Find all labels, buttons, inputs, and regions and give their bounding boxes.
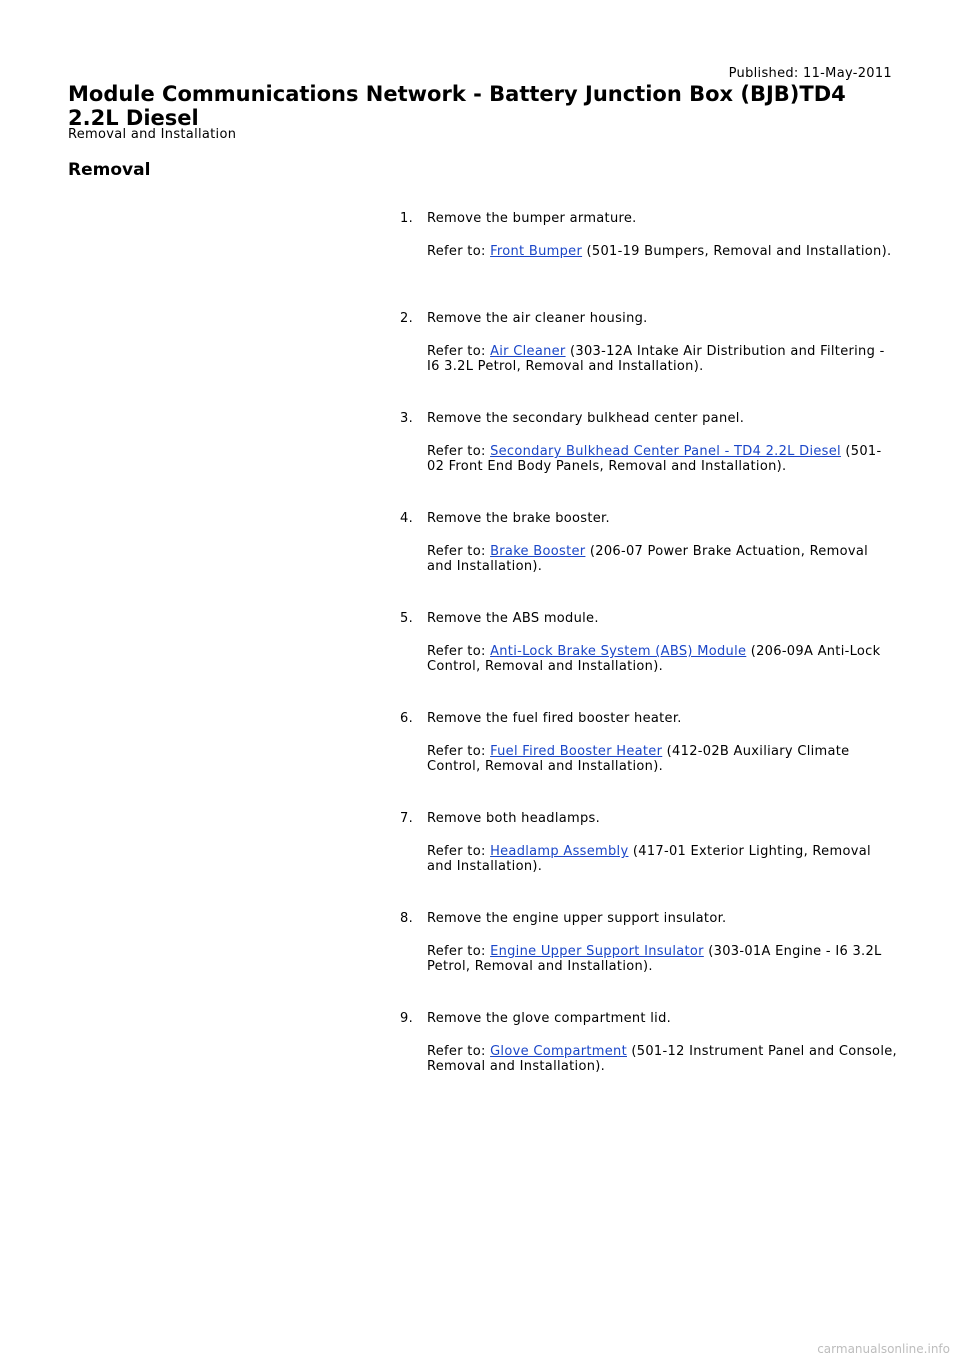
step-item bbox=[400, 911, 900, 1011]
refer-label: Refer to: bbox=[427, 944, 491, 959]
step-item bbox=[400, 611, 900, 711]
watermark: carmanualsonline.info bbox=[817, 1342, 950, 1356]
step-item bbox=[400, 511, 900, 611]
step-reference bbox=[427, 344, 897, 374]
reference-detail: (206-07 Power Brake Actuation, Removal and Installation). bbox=[427, 544, 868, 574]
reference-link[interactable]: Anti-Lock Brake System (ABS) Module bbox=[490, 644, 747, 659]
refer-label: Refer to: bbox=[427, 344, 491, 359]
section-heading-removal: Removal bbox=[68, 160, 151, 180]
refer-label: Refer to: bbox=[427, 844, 491, 859]
step-number: 1. bbox=[400, 211, 414, 226]
refer-label: Refer to: bbox=[427, 544, 491, 559]
step-number: 9. bbox=[400, 1011, 414, 1026]
refer-label: Refer to: bbox=[427, 244, 491, 259]
reference-link[interactable]: Air Cleaner bbox=[490, 344, 566, 359]
reference-detail: (501-19 Bumpers, Removal and Installation). bbox=[582, 244, 892, 259]
reference-link[interactable]: Glove Compartment bbox=[490, 1044, 627, 1059]
reference-link[interactable]: Secondary Bulkhead Center Panel - TD4 2.2L Diesel bbox=[490, 444, 841, 459]
step-number: 5. bbox=[400, 611, 414, 626]
step-action: Remove the secondary bulkhead center panel. bbox=[427, 411, 745, 426]
removal-steps-list bbox=[400, 211, 900, 1111]
reference-detail: (501-12 Instrument Panel and Console, Removal and Installation). bbox=[427, 1044, 897, 1074]
reference-link[interactable]: Engine Upper Support Insulator bbox=[490, 944, 704, 959]
refer-label: Refer to: bbox=[427, 444, 491, 459]
published-date: Published: 11-May-2011 bbox=[728, 66, 892, 81]
page-title: Module Communications Network - Battery Junction Box (BJB)TD4 2.2L Diesel bbox=[68, 82, 846, 130]
refer-label: Refer to: bbox=[427, 644, 491, 659]
step-action: Remove the ABS module. bbox=[427, 611, 599, 626]
step-reference bbox=[427, 244, 897, 259]
step-reference bbox=[427, 644, 897, 674]
step-action: Remove the glove compartment lid. bbox=[427, 1011, 672, 1026]
step-action: Remove the engine upper support insulator. bbox=[427, 911, 727, 926]
reference-detail: (412-02B Auxiliary Climate Control, Removal and Installation). bbox=[427, 744, 850, 774]
step-reference bbox=[427, 844, 897, 874]
reference-detail: (417-01 Exterior Lighting, Removal and Installation). bbox=[427, 844, 871, 874]
step-reference bbox=[427, 444, 897, 474]
step-item bbox=[400, 411, 900, 511]
reference-link[interactable]: Fuel Fired Booster Heater bbox=[490, 744, 663, 759]
refer-label: Refer to: bbox=[427, 1044, 491, 1059]
step-action: Remove the fuel fired booster heater. bbox=[427, 711, 682, 726]
step-action: Remove the bumper armature. bbox=[427, 211, 637, 226]
reference-detail: (501-02 Front End Body Panels, Removal and Installation). bbox=[427, 444, 882, 474]
reference-detail: (303-12A Intake Air Distribution and Filtering - I6 3.2L Petrol, Removal and Installation). bbox=[427, 344, 885, 374]
step-reference bbox=[427, 544, 897, 574]
step-reference bbox=[427, 1044, 897, 1074]
reference-link[interactable]: Headlamp Assembly bbox=[490, 844, 629, 859]
step-item bbox=[400, 1011, 900, 1111]
step-action: Remove the brake booster. bbox=[427, 511, 610, 526]
step-action: Remove the air cleaner housing. bbox=[427, 311, 648, 326]
step-item bbox=[400, 711, 900, 811]
step-number: 2. bbox=[400, 311, 414, 326]
step-number: 6. bbox=[400, 711, 414, 726]
step-number: 8. bbox=[400, 911, 414, 926]
reference-link[interactable]: Front Bumper bbox=[490, 244, 583, 259]
step-reference bbox=[427, 744, 897, 774]
step-item bbox=[400, 211, 900, 311]
step-item bbox=[400, 811, 900, 911]
refer-label: Refer to: bbox=[427, 744, 491, 759]
step-item bbox=[400, 311, 900, 411]
step-action: Remove both headlamps. bbox=[427, 811, 601, 826]
step-number: 4. bbox=[400, 511, 414, 526]
step-number: 3. bbox=[400, 411, 414, 426]
step-number: 7. bbox=[400, 811, 414, 826]
step-reference bbox=[427, 944, 897, 974]
reference-detail: (206-09A Anti-Lock Control, Removal and Installation). bbox=[427, 644, 881, 674]
page-subtitle: Removal and Installation bbox=[68, 127, 237, 142]
reference-link[interactable]: Brake Booster bbox=[490, 544, 586, 559]
reference-detail: (303-01A Engine - I6 3.2L Petrol, Removal and Installation). bbox=[427, 944, 882, 974]
